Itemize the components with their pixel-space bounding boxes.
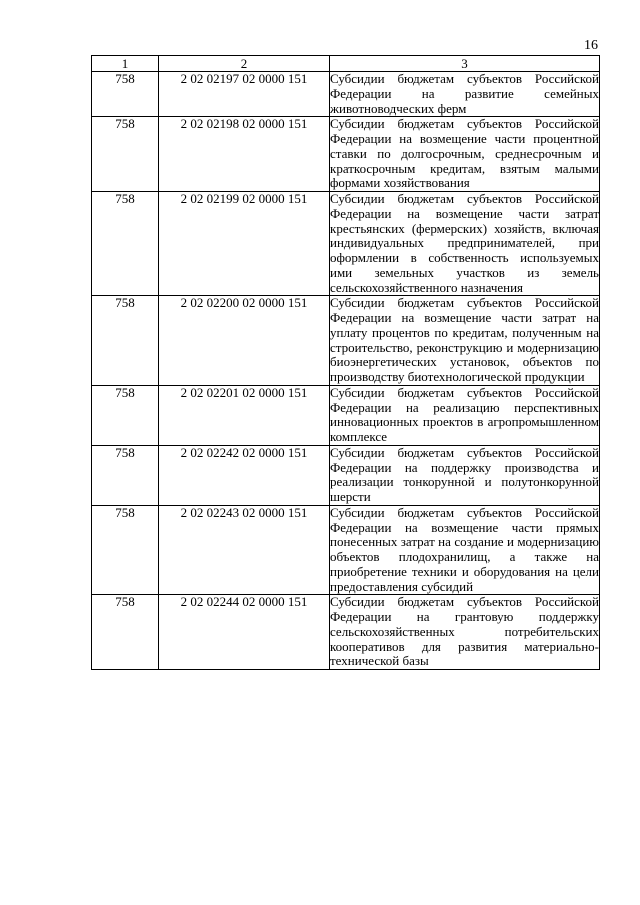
- column-header-1: 1: [92, 56, 159, 72]
- page-number: 16: [584, 38, 598, 53]
- budget-code-cell: 2 02 02197 02 0000 151: [159, 72, 330, 117]
- description-cell: Субсидии бюджетам субъектов Российской Федерации на возмещение части прямых понесенных затрат на создание и модернизацию объектов плодохранилищ, а также на приобретение техники и оборудования на цели предоставления субсидий: [330, 504, 599, 594]
- budget-code-cell: 2 02 02200 02 0000 151: [159, 296, 330, 386]
- table-row: [92, 445, 600, 505]
- budget-code-cell: 2 02 02242 02 0000 151: [159, 445, 330, 505]
- budget-code-cell: 2 02 02201 02 0000 151: [159, 385, 330, 445]
- admin-code-cell: 758: [92, 296, 159, 386]
- description-cell: Субсидии бюджетам субъектов Российской Федерации на возмещение части процентной ставки по долгосрочным, среднесрочным и краткосрочным кредитам, взятым малыми формами хозяйствования: [330, 116, 599, 191]
- table-row: [92, 385, 600, 445]
- admin-code-cell: 758: [92, 72, 159, 117]
- subsidy-table: [91, 55, 600, 670]
- budget-code-cell: 2 02 02244 02 0000 151: [159, 595, 330, 670]
- table-row: [92, 505, 600, 595]
- column-header-2: 2: [159, 56, 330, 72]
- admin-code-cell: 758: [92, 445, 159, 505]
- admin-code-cell: 758: [92, 595, 159, 670]
- description-cell: Субсидии бюджетам субъектов Российской Федерации на возмещение части затрат на уплату процентов по кредитам, полученным на строительство, реконструкцию и модернизацию биоэнергетических установок, объектов по производству биотехнологической продукции: [330, 295, 599, 384]
- description-cell: Субсидии бюджетам субъектов Российской Федерации на поддержку производства и реализации тонкорунной и полутонкорунной шерсти: [330, 444, 599, 504]
- column-header-3: 3: [330, 56, 600, 72]
- description-cell: Субсидии бюджетам субъектов Российской Федерации на реализацию перспективных инновационных проектов в агропромышленном комплексе: [330, 384, 599, 444]
- description-cell: Субсидии бюджетам субъектов Российской Федерации на возмещение части затрат крестьянских (фермерских) хозяйств, включая индивидуальных предпринимателей, при оформлении в собственность используемых ими земельных участков из земель сельскохозяйственного назначения: [330, 191, 599, 295]
- table-row: [92, 117, 600, 192]
- table-row: [92, 296, 600, 386]
- admin-code-cell: 758: [92, 385, 159, 445]
- budget-code-cell: 2 02 02243 02 0000 151: [159, 505, 330, 595]
- table-row: [92, 595, 600, 670]
- table-row: [92, 72, 600, 117]
- description-cell: Субсидии бюджетам субъектов Российской Федерации на развитие семейных животноводческих ферм: [330, 71, 599, 116]
- description-cell: Субсидии бюджетам субъектов Российской Федерации на грантовую поддержку сельскохозяйственных потребительских кооперативов для развития материально-технической базы: [330, 594, 599, 669]
- table-row: [92, 192, 600, 296]
- admin-code-cell: 758: [92, 117, 159, 192]
- admin-code-cell: 758: [92, 192, 159, 296]
- table-header-row: [92, 56, 600, 72]
- admin-code-cell: 758: [92, 505, 159, 595]
- budget-code-cell: 2 02 02198 02 0000 151: [159, 117, 330, 192]
- budget-code-cell: 2 02 02199 02 0000 151: [159, 192, 330, 296]
